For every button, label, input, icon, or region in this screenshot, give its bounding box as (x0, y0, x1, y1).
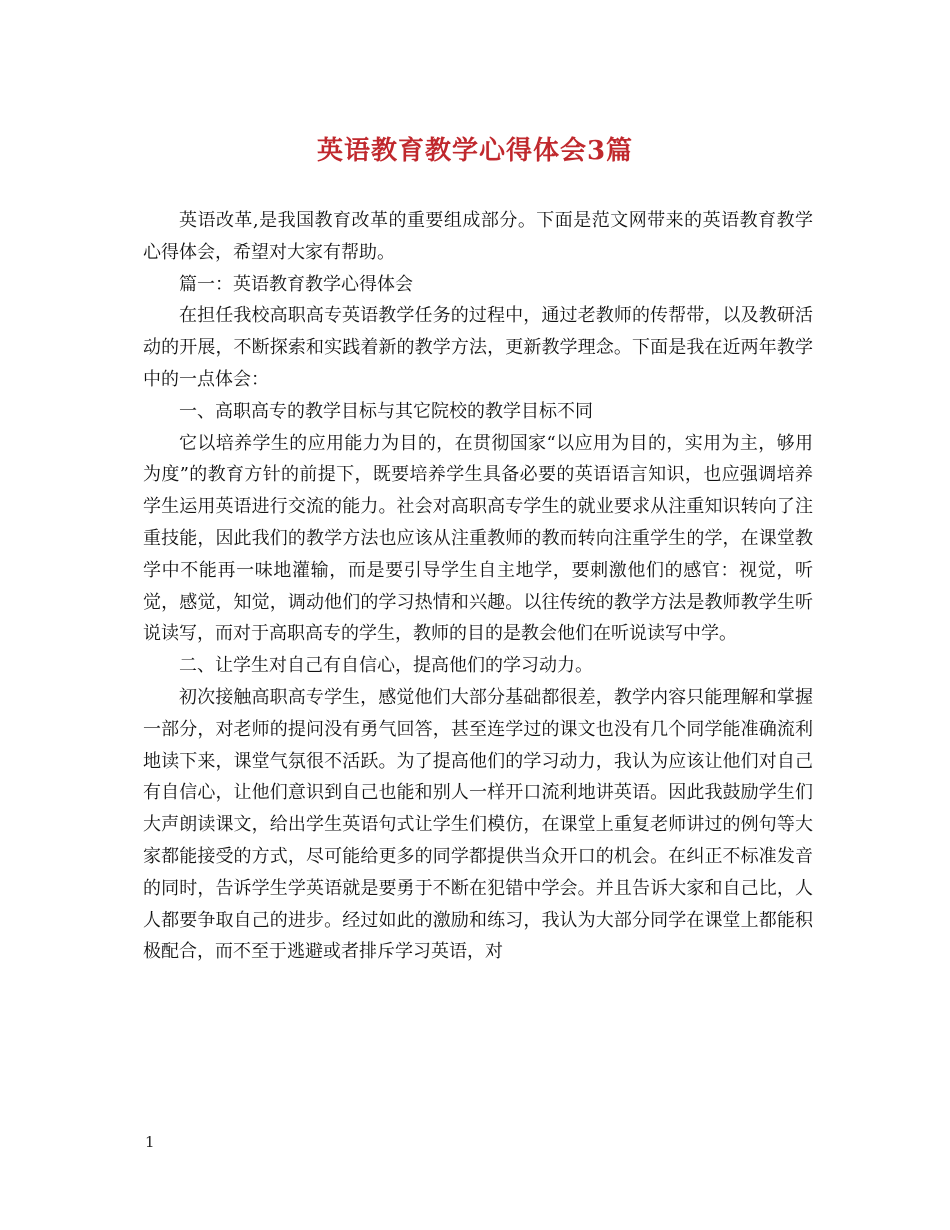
paragraph-heading-2: 二、让学生对自己有自信心，提高他们的学习动力。 (179, 655, 593, 677)
paragraph: 在担任我校高职高专英语教学任务的过程中，通过老教师的传帮带，以及教研活动的开展，不断探索和实践着新的教学方法，更新教学理念。下面是我在近两年教学中的一点体会： (143, 305, 813, 390)
paragraph: 它以培养学生的应用能力为目的，在贯彻国家“以应用为目的，实用为主，够用为度”的教育方针的前提下，既要培养学生具备必要的英语语言知识，也应强调培养学生运用英语进行交流的能力。社会对高职高专学生的就业要求从注重知识转向了注重技能，因此我们的教学方法也应该从注重教师的教而转向注重学生的学，在课堂教学中不能再一味地灌输，而是要引导学生自主地学，要刺激他们的感官：视觉，听觉，感觉，知觉，调动他们的学习热情和兴趣。以往传统的教学方法是教师教学生听说读写，而对于高职高专的学生，教师的目的是教会他们在听说读写中学。 (143, 432, 813, 645)
paragraph-heading-1: 一、高职高专的教学目标与其它院校的教学目标不同 (179, 400, 593, 422)
paragraph: 初次接触高职高专学生，感觉他们大部分基础都很差，教学内容只能理解和掌握一部分，对老师的提问没有勇气回答，甚至连学过的课文也没有几个同学能准确流利地读下来，课堂气氛很不活跃。为了提高他们的学习动力，我认为应该让他们对自己有自信心，让他们意识到自己也能和别人一样开口流利地讲英语。因此我鼓励学生们大声朗读课文，给出学生英语句式让学生们模仿，在课堂上重复老师讲过的例句等大家都能接受的方式，尽可能给更多的同学都提供当众开口的机会。在纠正不标准发音的同时，告诉学生学英语就是要勇于不断在犯错中学会。并且告诉大家和自己比，人人都要争取自己的进步。经过如此的激励和练习，我认为大部分同学在课堂上都能积极配合，而不至于逃避或者排斥学习英语，对 (143, 686, 813, 963)
page-number: 1 (145, 1133, 155, 1151)
document-body (143, 205, 813, 968)
paragraph-intro: 英语改革,是我国教育改革的重要组成部分。下面是范文网带来的英语教育教学心得体会，希望对大家有帮助。 (143, 210, 813, 263)
document-title: 英语教育教学心得体会3篇 (316, 136, 634, 166)
paragraph-section-heading: 篇一：英语教育教学心得体会 (179, 273, 413, 295)
